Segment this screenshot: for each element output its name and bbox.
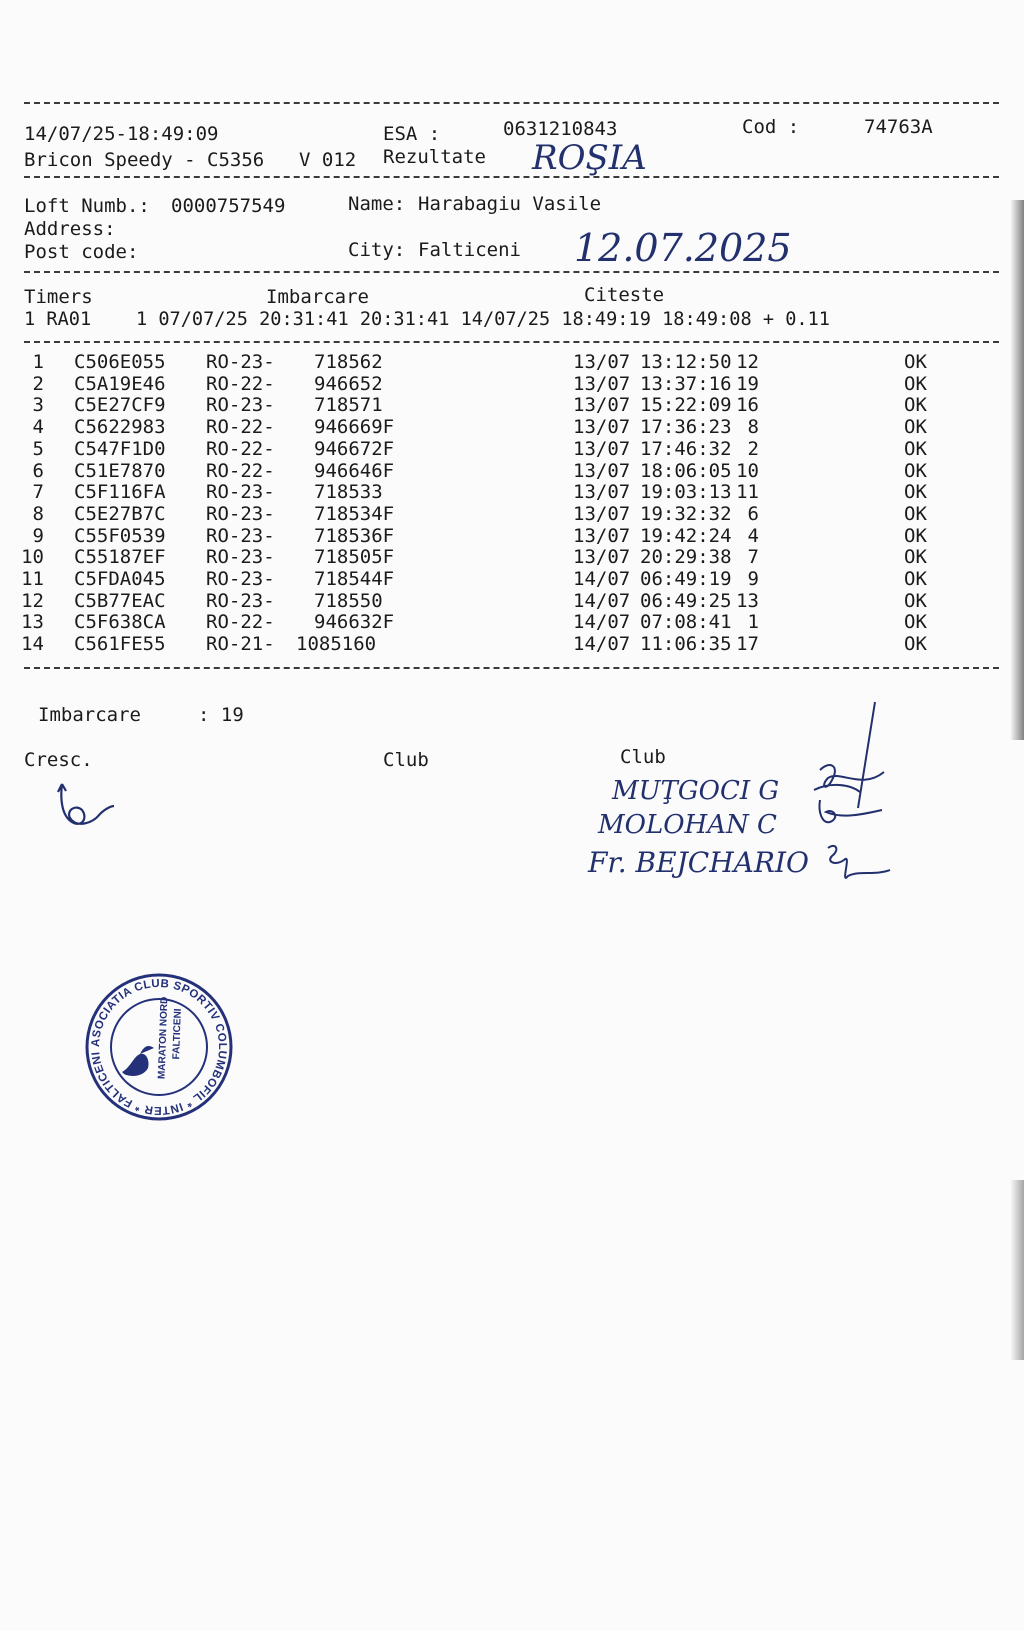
separator: [24, 271, 999, 273]
cell-num: 718562: [314, 351, 383, 373]
cell-status: OK: [904, 633, 927, 656]
table-row: [21, 633, 974, 656]
cell-pos: 2: [747, 437, 759, 460]
cell-pos: 10: [736, 459, 759, 482]
imbarcare-total-value: : 19: [198, 704, 244, 726]
loft-number-label: Loft Numb.:: [24, 195, 150, 217]
cell-pos: 12: [736, 351, 759, 373]
club-label: Club: [383, 749, 429, 771]
cell-chip: C5E27B7C: [74, 502, 166, 525]
cell-ring: RO-23-: [206, 546, 275, 569]
cell-time: 13:37:16: [640, 372, 732, 395]
cell-time: 06:49:25: [640, 589, 732, 612]
cell-status: OK: [904, 568, 927, 590]
cell-num: 718544F: [314, 568, 395, 590]
cell-nr: 2: [32, 372, 44, 395]
cell-num: 946652: [314, 372, 383, 395]
handwritten-location: ROŞIA: [532, 138, 647, 178]
cell-status: OK: [904, 372, 927, 395]
cell-time: 07:08:41: [640, 611, 732, 634]
cell-num: 718505F: [314, 546, 395, 569]
cell-nr: 11: [21, 568, 44, 590]
cell-status: OK: [904, 416, 927, 439]
cell-status: OK: [904, 481, 927, 504]
cell-date: 13/07: [573, 524, 631, 547]
postcode-label: Post code:: [24, 241, 139, 263]
firmware-version: V 012: [299, 149, 357, 171]
cell-chip: C506E055: [74, 351, 166, 373]
name-value: Harabagiu Vasile: [418, 193, 602, 215]
cell-nr: 6: [32, 459, 44, 482]
cell-time: 19:03:13: [640, 481, 732, 504]
cell-pos: 16: [736, 394, 759, 417]
cell-status: OK: [904, 459, 927, 482]
cell-date: 13/07: [573, 372, 631, 395]
cell-chip: C5B77EAC: [74, 589, 166, 612]
cell-chip: C55187EF: [74, 546, 166, 569]
table-row: [21, 611, 974, 634]
cell-ring: RO-23-: [206, 502, 275, 525]
address-label: Address:: [24, 218, 116, 240]
cell-time: 17:46:32: [640, 437, 732, 460]
stamp-center-2: FALTICENI: [171, 1008, 184, 1060]
cell-num: 946646F: [314, 459, 395, 482]
cell-chip: C5A19E46: [74, 372, 166, 395]
cell-pos: 13: [736, 589, 759, 612]
bird-icon: [122, 1046, 154, 1076]
cell-num: 946672F: [314, 437, 395, 460]
scan-edge-shadow: [1010, 1180, 1024, 1360]
cell-chip: C51E7870: [74, 459, 166, 482]
cell-date: 13/07: [573, 459, 631, 482]
cell-pos: 19: [736, 372, 759, 395]
cell-ring: RO-23-: [206, 589, 275, 612]
cell-time: 15:22:09: [640, 394, 732, 417]
cod-value: 74763A: [864, 116, 933, 138]
table-row: [24, 526, 974, 548]
cell-date: 13/07: [573, 437, 631, 460]
cell-nr: 12: [21, 589, 44, 612]
cell-date: 13/07: [573, 546, 631, 569]
cell-date: 13/07: [573, 351, 631, 373]
cell-time: 19:32:32: [640, 502, 732, 525]
cell-ring: RO-22-: [206, 437, 275, 460]
cell-num: 718534F: [314, 502, 395, 525]
cell-nr: 13: [21, 611, 44, 634]
separator: [24, 102, 999, 104]
cell-pos: 17: [736, 633, 759, 656]
imbarcare-total-label: Imbarcare: [38, 704, 141, 726]
timers-label: Timers: [24, 286, 93, 308]
table-row: [21, 546, 974, 569]
cell-ring: RO-23-: [206, 394, 275, 417]
cell-nr: 4: [32, 416, 44, 439]
citeste-header: Citeste: [584, 284, 665, 306]
name-label: Name:: [348, 193, 406, 215]
cell-time: 17:36:23: [640, 416, 732, 439]
cell-ring: RO-23-: [206, 351, 275, 373]
cell-status: OK: [904, 351, 927, 373]
cell-chip: C55F0539: [74, 524, 166, 547]
cell-num: 718536F: [314, 524, 395, 547]
table-row: [24, 352, 974, 374]
crescator-label: Cresc.: [24, 749, 93, 771]
cell-status: OK: [904, 502, 927, 525]
cell-date: 13/07: [573, 481, 631, 504]
cell-status: OK: [904, 524, 927, 547]
separator: [24, 667, 999, 669]
committee-signatures: [800, 700, 910, 890]
cell-ring: RO-23-: [206, 568, 275, 590]
cell-chip: C5622983: [74, 416, 166, 439]
cell-ring: RO-22-: [206, 416, 275, 439]
table-row: [24, 461, 974, 483]
cell-nr: 3: [32, 394, 44, 417]
cell-ring: RO-22-: [206, 372, 275, 395]
table-row: [21, 589, 974, 613]
cell-num: 1085160: [296, 633, 377, 656]
cell-ring: RO-23-: [206, 481, 275, 504]
cell-date: 14/07: [573, 589, 631, 612]
cell-nr: 10: [21, 546, 44, 569]
cell-ring: RO-23-: [206, 524, 275, 547]
cell-status: OK: [904, 394, 927, 417]
cell-chip: C5F116FA: [74, 481, 166, 504]
cell-nr: 1: [32, 351, 44, 373]
table-row: [24, 439, 974, 461]
cell-status: OK: [904, 546, 927, 569]
print-datetime: 14/07/25-18:49:09: [24, 123, 219, 145]
cell-num: 718571: [314, 394, 383, 417]
cell-status: OK: [904, 611, 927, 634]
cell-date: 13/07: [573, 502, 631, 525]
table-row: [21, 568, 974, 591]
separator: [24, 176, 999, 178]
imbarcare-header: Imbarcare: [266, 286, 369, 308]
signature-name-1: MUŢGOCI G: [612, 776, 780, 806]
cell-chip: C5E27CF9: [74, 394, 166, 417]
cell-pos: 6: [747, 502, 759, 525]
breeder-signature: [48, 778, 128, 838]
cell-date: 14/07: [573, 568, 631, 590]
cell-chip: C547F1D0: [74, 437, 166, 460]
club-stamp: [84, 972, 234, 1122]
cell-date: 13/07: [573, 394, 631, 417]
cell-num: 718550: [314, 589, 383, 612]
rezultate-label: Rezultate: [383, 146, 486, 168]
stamp-ring-text: ASOCIATIA CLUB SPORTIV COLUMBOFIL * INTER * FALTICENI: [89, 977, 229, 1117]
cell-chip: C5F638CA: [74, 611, 166, 634]
cod-label: Cod :: [742, 116, 800, 138]
signature-name-2: MOLOHAN C: [598, 810, 777, 840]
cell-nr: 5: [32, 437, 44, 460]
cell-time: 13:12:50: [640, 351, 732, 373]
cell-status: OK: [904, 589, 927, 612]
cell-chip: C561FE55: [74, 633, 166, 656]
esa-label: ESA :: [383, 123, 441, 145]
city-value: Falticeni: [418, 239, 521, 261]
cell-pos: 11: [736, 481, 759, 504]
cell-time: 11:06:35: [640, 633, 732, 656]
cell-time: 19:42:24: [640, 524, 732, 547]
cell-pos: 8: [747, 416, 759, 439]
cell-pos: 9: [747, 568, 759, 590]
timer-line: 1 RA01 1 07/07/25 20:31:41 20:31:41 14/07/25 18:49:19 18:49:08 + 0.11: [24, 309, 830, 330]
cell-num: 946632F: [314, 611, 395, 634]
cell-nr: 9: [32, 524, 44, 547]
cell-ring: RO-22-: [206, 611, 275, 634]
signature-name-3: Fr. BEJCHARIO: [588, 846, 809, 879]
table-row: [24, 482, 974, 504]
cell-ring: RO-21-: [206, 633, 275, 656]
cell-date: 13/07: [573, 416, 631, 439]
cell-pos: 7: [747, 546, 759, 569]
city-label: City:: [348, 239, 406, 261]
cell-num: 946669F: [314, 416, 395, 439]
device-name: Bricon Speedy - C5356: [24, 149, 265, 171]
cell-time: 18:06:05: [640, 459, 732, 482]
cell-time: 06:49:19: [640, 568, 732, 590]
table-row: [24, 504, 974, 526]
table-row: [24, 395, 974, 417]
stamp-center-1: MARATON NORD: [156, 996, 171, 1080]
table-row: [24, 374, 974, 396]
loft-number-value: 0000757549: [171, 195, 286, 217]
cell-date: 14/07: [573, 633, 631, 656]
cell-chip: C5FDA045: [74, 568, 166, 590]
cell-pos: 1: [747, 611, 759, 634]
table-row: [24, 417, 974, 439]
cell-pos: 4: [747, 524, 759, 547]
esa-value: 0631210843: [503, 118, 618, 140]
handwritten-date: 12.07.2025: [574, 226, 792, 270]
cell-date: 14/07: [573, 611, 631, 634]
cell-num: 718533: [314, 481, 383, 504]
club-label: Club: [620, 746, 666, 768]
cell-time: 20:29:38: [640, 546, 732, 569]
scan-edge-shadow: [1010, 200, 1024, 740]
cell-nr: 14: [21, 633, 44, 656]
cell-ring: RO-22-: [206, 459, 275, 482]
cell-nr: 7: [32, 481, 44, 504]
cell-nr: 8: [32, 502, 44, 525]
cell-status: OK: [904, 437, 927, 460]
separator: [24, 341, 999, 343]
